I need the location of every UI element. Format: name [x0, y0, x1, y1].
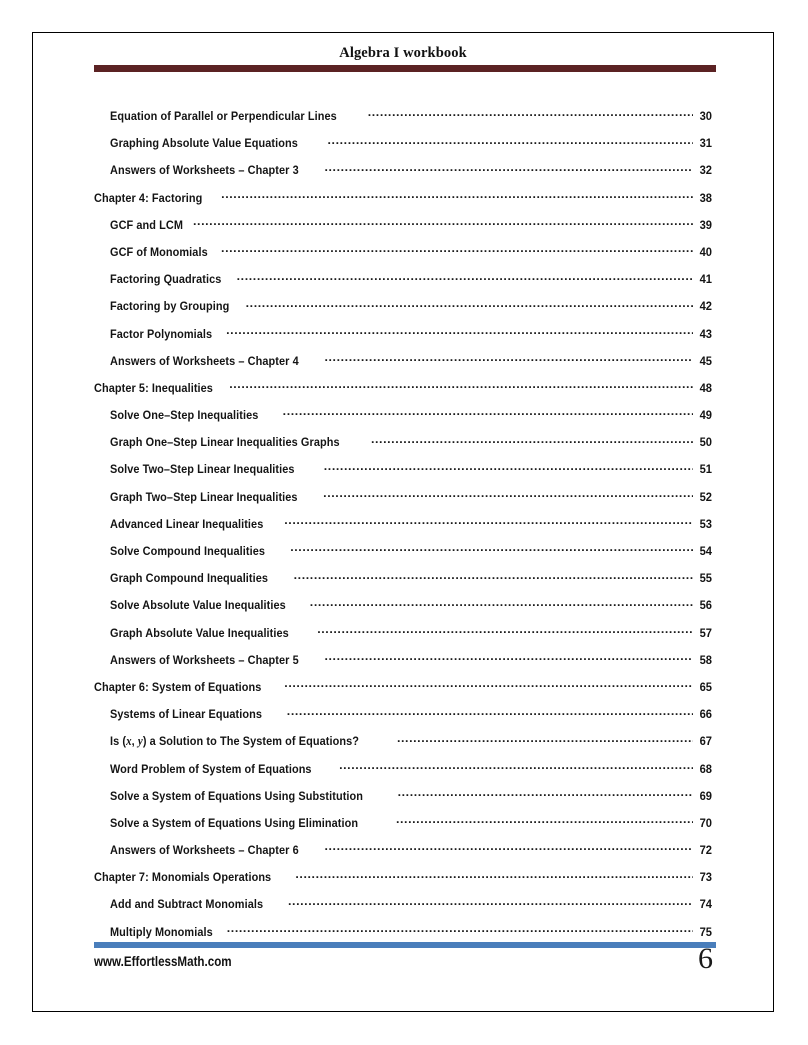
toc-section-entry[interactable]	[33, 783, 773, 810]
toc-entry-label: Solve Absolute Value Inequalities	[110, 598, 286, 613]
toc-chapter-entry[interactable]	[33, 674, 773, 701]
toc-entry-page-number: 51	[699, 462, 712, 477]
toc-entry-label: Answers of Worksheets – Chapter 6	[110, 843, 299, 858]
toc-entry-page-number: 70	[699, 815, 712, 830]
toc-section-entry[interactable]	[33, 756, 773, 783]
toc-entry-page-number: 68	[699, 761, 712, 776]
toc-section-entry[interactable]	[33, 130, 773, 157]
toc-entry-page-number: 31	[699, 136, 712, 151]
toc-entry-page-number: 57	[699, 625, 712, 640]
toc-section-entry[interactable]	[33, 538, 773, 565]
toc-entry-label: Advanced Linear Inequalities	[110, 516, 264, 531]
toc-dot-leader	[221, 191, 693, 205]
toc-section-entry[interactable]	[33, 321, 773, 348]
toc-entry-page-number: 54	[699, 544, 712, 558]
toc-dot-leader	[324, 844, 693, 858]
toc-dot-leader	[237, 273, 693, 287]
toc-entry-label: GCF and LCM	[110, 217, 184, 232]
toc-dot-leader	[317, 626, 693, 640]
toc-entry-page-number: 43	[699, 326, 712, 341]
toc-entry-page-number: 39	[699, 217, 712, 232]
toc-entry-page-number: 38	[699, 190, 712, 205]
math-variable: x	[126, 734, 132, 749]
toc-section-entry[interactable]	[33, 157, 773, 184]
toc-dot-leader	[290, 545, 693, 559]
toc-dot-leader	[193, 218, 693, 232]
toc-dot-leader	[324, 463, 693, 477]
toc-section-entry[interactable]	[33, 484, 773, 511]
toc-entry-label: Graph Compound Inequalities	[110, 571, 269, 586]
toc-entry-label: Factor Polynomials	[110, 326, 213, 341]
toc-dot-leader	[396, 816, 693, 830]
toc-dot-leader	[284, 681, 693, 695]
toc-entry-label: Solve a System of Equations Using Substitution	[110, 788, 364, 803]
toc-entry-label: Multiply Monomials	[110, 924, 213, 939]
toc-section-entry[interactable]	[33, 810, 773, 837]
toc-section-entry[interactable]	[33, 701, 773, 728]
toc-dot-leader	[368, 110, 693, 124]
toc-entry-label: Factoring by Grouping	[110, 299, 230, 314]
toc-entry-page-number: 74	[699, 897, 712, 912]
table-of-contents	[33, 103, 773, 946]
toc-section-entry[interactable]	[33, 456, 773, 483]
toc-dot-leader	[371, 436, 693, 450]
toc-dot-leader	[397, 735, 693, 749]
toc-entry-label: Solve Compound Inequalities	[110, 544, 266, 558]
toc-entry-label: Is (x, y) a Solution to The System of Equations?	[110, 734, 359, 749]
toc-dot-leader	[288, 898, 693, 912]
toc-dot-leader	[339, 762, 693, 776]
toc-entry-page-number: 52	[699, 489, 712, 504]
toc-section-entry[interactable]	[33, 620, 773, 647]
toc-dot-leader	[328, 137, 693, 151]
document-page	[32, 32, 774, 1012]
toc-dot-leader	[310, 599, 693, 613]
math-variable: y	[137, 734, 143, 749]
toc-section-entry[interactable]	[33, 293, 773, 320]
toc-section-entry[interactable]	[33, 239, 773, 266]
toc-entry-page-number: 55	[699, 571, 712, 586]
toc-entry-page-number: 50	[699, 435, 712, 450]
toc-entry-label: Word Problem of System of Equations	[110, 761, 312, 776]
toc-entry-label: Factoring Quadratics	[110, 272, 222, 287]
toc-dot-leader	[294, 572, 693, 586]
toc-entry-label: Solve Two–Step Linear Inequalities	[110, 462, 295, 477]
toc-chapter-entry[interactable]	[33, 185, 773, 212]
toc-entry-label: Equation of Parallel or Perpendicular Lines	[110, 109, 337, 123]
toc-entry-page-number: 75	[699, 924, 712, 939]
toc-section-entry[interactable]	[33, 728, 773, 755]
toc-entry-page-number: 48	[699, 380, 712, 395]
toc-entry-label: Solve One–Step Inequalities	[110, 408, 259, 423]
toc-entry-page-number: 41	[699, 272, 712, 287]
toc-dot-leader	[287, 708, 693, 722]
toc-section-entry[interactable]	[33, 212, 773, 239]
footer-website[interactable]: www.EffortlessMath.com	[94, 954, 232, 969]
toc-entry-label: Add and Subtract Monomials	[110, 897, 264, 912]
toc-section-entry[interactable]	[33, 592, 773, 619]
toc-entry-label: Graph Absolute Value Inequalities	[110, 625, 289, 640]
toc-section-entry[interactable]	[33, 103, 773, 130]
toc-section-entry[interactable]	[33, 647, 773, 674]
toc-dot-leader	[323, 490, 693, 504]
toc-entry-page-number: 73	[699, 870, 712, 885]
toc-entry-page-number: 42	[699, 299, 712, 314]
toc-dot-leader	[324, 164, 693, 178]
toc-dot-leader	[227, 925, 693, 939]
toc-entry-label: Graph One–Step Linear Inequalities Graphs	[110, 435, 340, 450]
toc-entry-page-number: 58	[699, 652, 712, 667]
page-header	[33, 33, 773, 79]
toc-dot-leader	[246, 300, 693, 314]
toc-dot-leader	[226, 327, 693, 341]
toc-entry-page-number: 67	[699, 734, 712, 749]
toc-dot-leader	[324, 653, 693, 667]
toc-entry-label: Systems of Linear Equations	[110, 707, 263, 722]
toc-section-entry[interactable]	[33, 348, 773, 375]
toc-entry-label: Chapter 4: Factoring	[94, 190, 203, 205]
toc-dot-leader	[295, 871, 693, 885]
toc-dot-leader	[283, 409, 693, 423]
toc-dot-leader	[398, 789, 693, 803]
toc-entry-label: GCF of Monomials	[110, 244, 208, 259]
toc-entry-label: Solve a System of Equations Using Elimination	[110, 815, 359, 830]
toc-entry-label: Answers of Worksheets – Chapter 3	[110, 163, 299, 178]
toc-section-entry[interactable]	[33, 402, 773, 429]
header-divider-rule	[94, 65, 716, 72]
toc-section-entry[interactable]	[33, 511, 773, 538]
toc-dot-leader	[229, 381, 693, 395]
toc-entry-label: Chapter 6: System of Equations	[94, 679, 262, 694]
toc-entry-page-number: 66	[699, 707, 712, 722]
toc-section-entry[interactable]	[33, 266, 773, 293]
toc-entry-label: Chapter 5: Inequalities	[94, 380, 213, 395]
toc-section-entry[interactable]	[33, 837, 773, 864]
toc-entry-label: Graphing Absolute Value Equations	[110, 136, 298, 151]
toc-entry-page-number: 56	[699, 598, 712, 613]
toc-chapter-entry[interactable]	[33, 864, 773, 891]
toc-entry-page-number: 30	[699, 109, 712, 123]
toc-entry-label: Graph Two–Step Linear Inequalities	[110, 489, 298, 504]
toc-entry-page-number: 65	[699, 679, 712, 694]
toc-entry-page-number: 72	[699, 843, 712, 858]
page-title: Algebra I workbook	[339, 45, 467, 61]
toc-entry-label: Answers of Worksheets – Chapter 5	[110, 652, 299, 667]
footer-page-number: 6	[698, 942, 713, 975]
toc-section-entry[interactable]	[33, 565, 773, 592]
toc-entry-page-number: 45	[699, 353, 712, 368]
toc-entry-page-number: 40	[699, 244, 712, 259]
toc-entry-page-number: 32	[699, 163, 712, 178]
toc-entry-page-number: 53	[699, 516, 712, 531]
toc-section-entry[interactable]	[33, 429, 773, 456]
toc-dot-leader	[221, 246, 693, 260]
toc-entry-page-number: 69	[699, 788, 712, 803]
toc-dot-leader	[324, 354, 693, 368]
footer-divider-rule	[94, 942, 716, 948]
toc-entry-label: Chapter 7: Monomials Operations	[94, 870, 272, 885]
toc-section-entry[interactable]	[33, 891, 773, 918]
toc-dot-leader	[284, 517, 693, 531]
toc-entry-label: Answers of Worksheets – Chapter 4	[110, 353, 299, 368]
toc-entry-page-number: 49	[699, 408, 712, 423]
toc-chapter-entry[interactable]	[33, 375, 773, 402]
